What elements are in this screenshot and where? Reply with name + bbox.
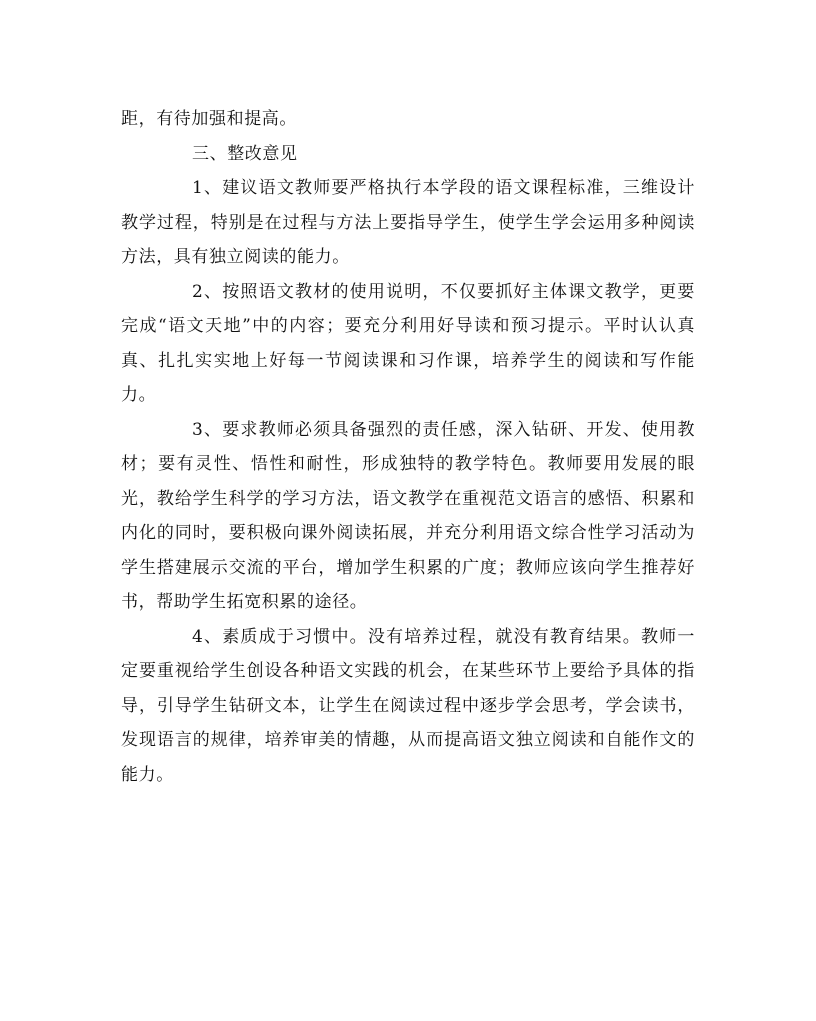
paragraph-item-3: 3、要求教师必须具备强烈的责任感，深入钻研、开发、使用教材；要有灵性、悟性和耐性，形成独特的教学特色。教师要用发展的眼光，教给学生科学的学习方法，语文教学在重视范文语言的感悟、积累和内化的同时，要积极向课外阅读拓展，并充分利用语文综合性学习活动为学生搭建展示交流的平台，增加学生积累的广度；教师应该向学生推荐好书，帮助学生拓宽积累的途径。 xyxy=(121,419,695,612)
paragraph-item-4: 4、素质成于习惯中。没有培养过程，就没有教育结果。教师一定要重视给学生创设各种语文实践的机会，在某些环节上要给予具体的指导，引导学生钻研文本，让学生在阅读过程中逐步学会思考，学会读书，发现语言的规律，培养审美的情趣，从而提高语文独立阅读和自能作文的能力。 xyxy=(121,626,695,785)
paragraph-item-1: 1、建议语文教师要严格执行本学段的语文课程标准，三维设计教学过程，特别是在过程与方法上要指导学生，使学生学会运用多种阅读方法，具有独立阅读的能力。 xyxy=(121,178,695,267)
section-heading: 三、整改意见 xyxy=(192,143,298,164)
paragraph-continuation: 距，有待加强和提高。 xyxy=(121,109,297,129)
document-body xyxy=(121,102,695,792)
paragraph-item-2: 2、按照语文教材的使用说明，不仅要抓好主体课文教学，更要完成“语文天地”中的内容；要充分利用好导读和预习提示。平时认认真真、扎扎实实地上好每一节阅读课和习作课，培养学生的阅读和写作能力。 xyxy=(121,281,695,405)
